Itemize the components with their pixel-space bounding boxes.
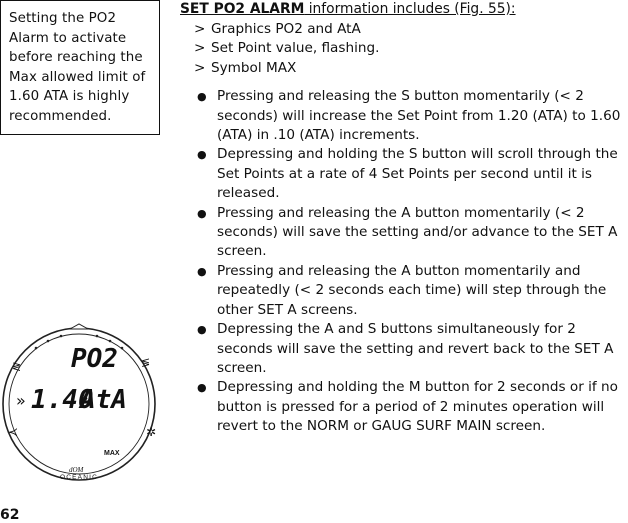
list-item: > Graphics PO2 and AtA — [194, 21, 361, 37]
section-heading — [180, 1, 628, 17]
note-line: 1.60 ATA is highly — [9, 89, 130, 104]
note-line: recommended. — [9, 108, 112, 124]
display-line1: PO2 — [71, 344, 118, 374]
includes-list — [180, 20, 628, 78]
note-line: Setting the PO2 — [9, 11, 117, 26]
main-content — [180, 0, 628, 437]
sidebar-note — [0, 0, 160, 135]
section-title: SET PO2 ALARM — [180, 1, 305, 17]
bullet-item: ● Depressing and holding the S button will scroll through the Set Points at a rate of 4 Set Points per second until it is released. — [197, 146, 618, 202]
instructions-list — [180, 87, 628, 436]
list-item: > Symbol MAX — [194, 59, 297, 76]
brand-logo: dOM — [69, 466, 84, 474]
brand-name: OCEANIC — [59, 474, 99, 481]
bullet-text: Pressing and releasing the A button momentarily and repeatedly (< 2 seconds each time) will step through the other SET A screens. — [217, 262, 607, 318]
bullet-item: ● Depressing the A and S buttons simultaneously for 2 seconds will save the setting and revert back to the SET A screen. — [197, 321, 614, 376]
list-item-text: Graphics PO2 and AtA — [211, 21, 361, 37]
left-chevron-icon: ≷ — [12, 360, 22, 373]
bullet-text: Depressing and holding the M button for 2 seconds or if no button is pressed for a period of 2 minutes operation will revert to the NORM or GAUG SURF MAIN screen. — [217, 379, 618, 435]
display-unit: AtA — [80, 385, 127, 415]
value-marker-icon: » — [16, 391, 26, 410]
note-line: Alarm to activate — [9, 30, 127, 46]
bullet-text: Pressing and releasing the A button momentarily (< 2 seconds) will save the setting and/or advance to the SET A screen. — [217, 204, 618, 260]
bullet-text: Pressing and releasing the S button momentarily (< 2 seconds) will increase the Set Point from 1.20 (ATA) to 1.60 (ATA) in .10 (ATA) increments. — [217, 88, 621, 144]
note-line: Max allowed limit of — [9, 69, 146, 85]
right-chevron-icon: ≶ — [141, 356, 151, 369]
top-button-icon — [70, 324, 88, 329]
bullet-item: ● Depressing and holding the M button for 2 seconds or if no button is pressed for a period of 2 minutes operation will revert to the NORM or GAUG SURF MAIN screen. — [197, 379, 618, 435]
page-number: 62 — [0, 507, 20, 523]
backlight-icon: ✲ — [146, 425, 157, 439]
display-value: 1.40 — [31, 385, 94, 415]
list-item-text: Symbol MAX — [211, 59, 297, 76]
note-line: before reaching the — [9, 50, 143, 65]
dive-computer-illustration — [0, 322, 165, 487]
list-item-text: Set Point value, flashing. — [211, 40, 380, 57]
bullet-item: ● Pressing and releasing the A button momentarily (< 2 seconds) will save the setting and/or advance to the SET A screen. — [197, 204, 618, 260]
bullet-item: ● Pressing and releasing the A button momentarily and repeatedly (< 2 seconds each time) will step through the other SET A screens. — [197, 262, 607, 318]
bullet-text: Depressing and holding the S button will scroll through the Set Points at a rate of 4 Set Points per second until it is released. — [217, 146, 618, 202]
bullet-text: Depressing the A and S buttons simultaneously for 2 seconds will save the setting and revert back to the SET A screen. — [217, 321, 614, 376]
section-intro: information includes (Fig. 55): — [304, 1, 516, 17]
left-arrow-icon: ≺ — [8, 425, 19, 439]
max-symbol: MAX — [104, 450, 120, 457]
bullet-item: ● Pressing and releasing the S button momentarily (< 2 seconds) will increase the Set Point from 1.20 (ATA) to 1.60 (ATA) in .10 (ATA) increments. — [197, 88, 621, 144]
list-item: > Set Point value, flashing. — [194, 40, 380, 57]
